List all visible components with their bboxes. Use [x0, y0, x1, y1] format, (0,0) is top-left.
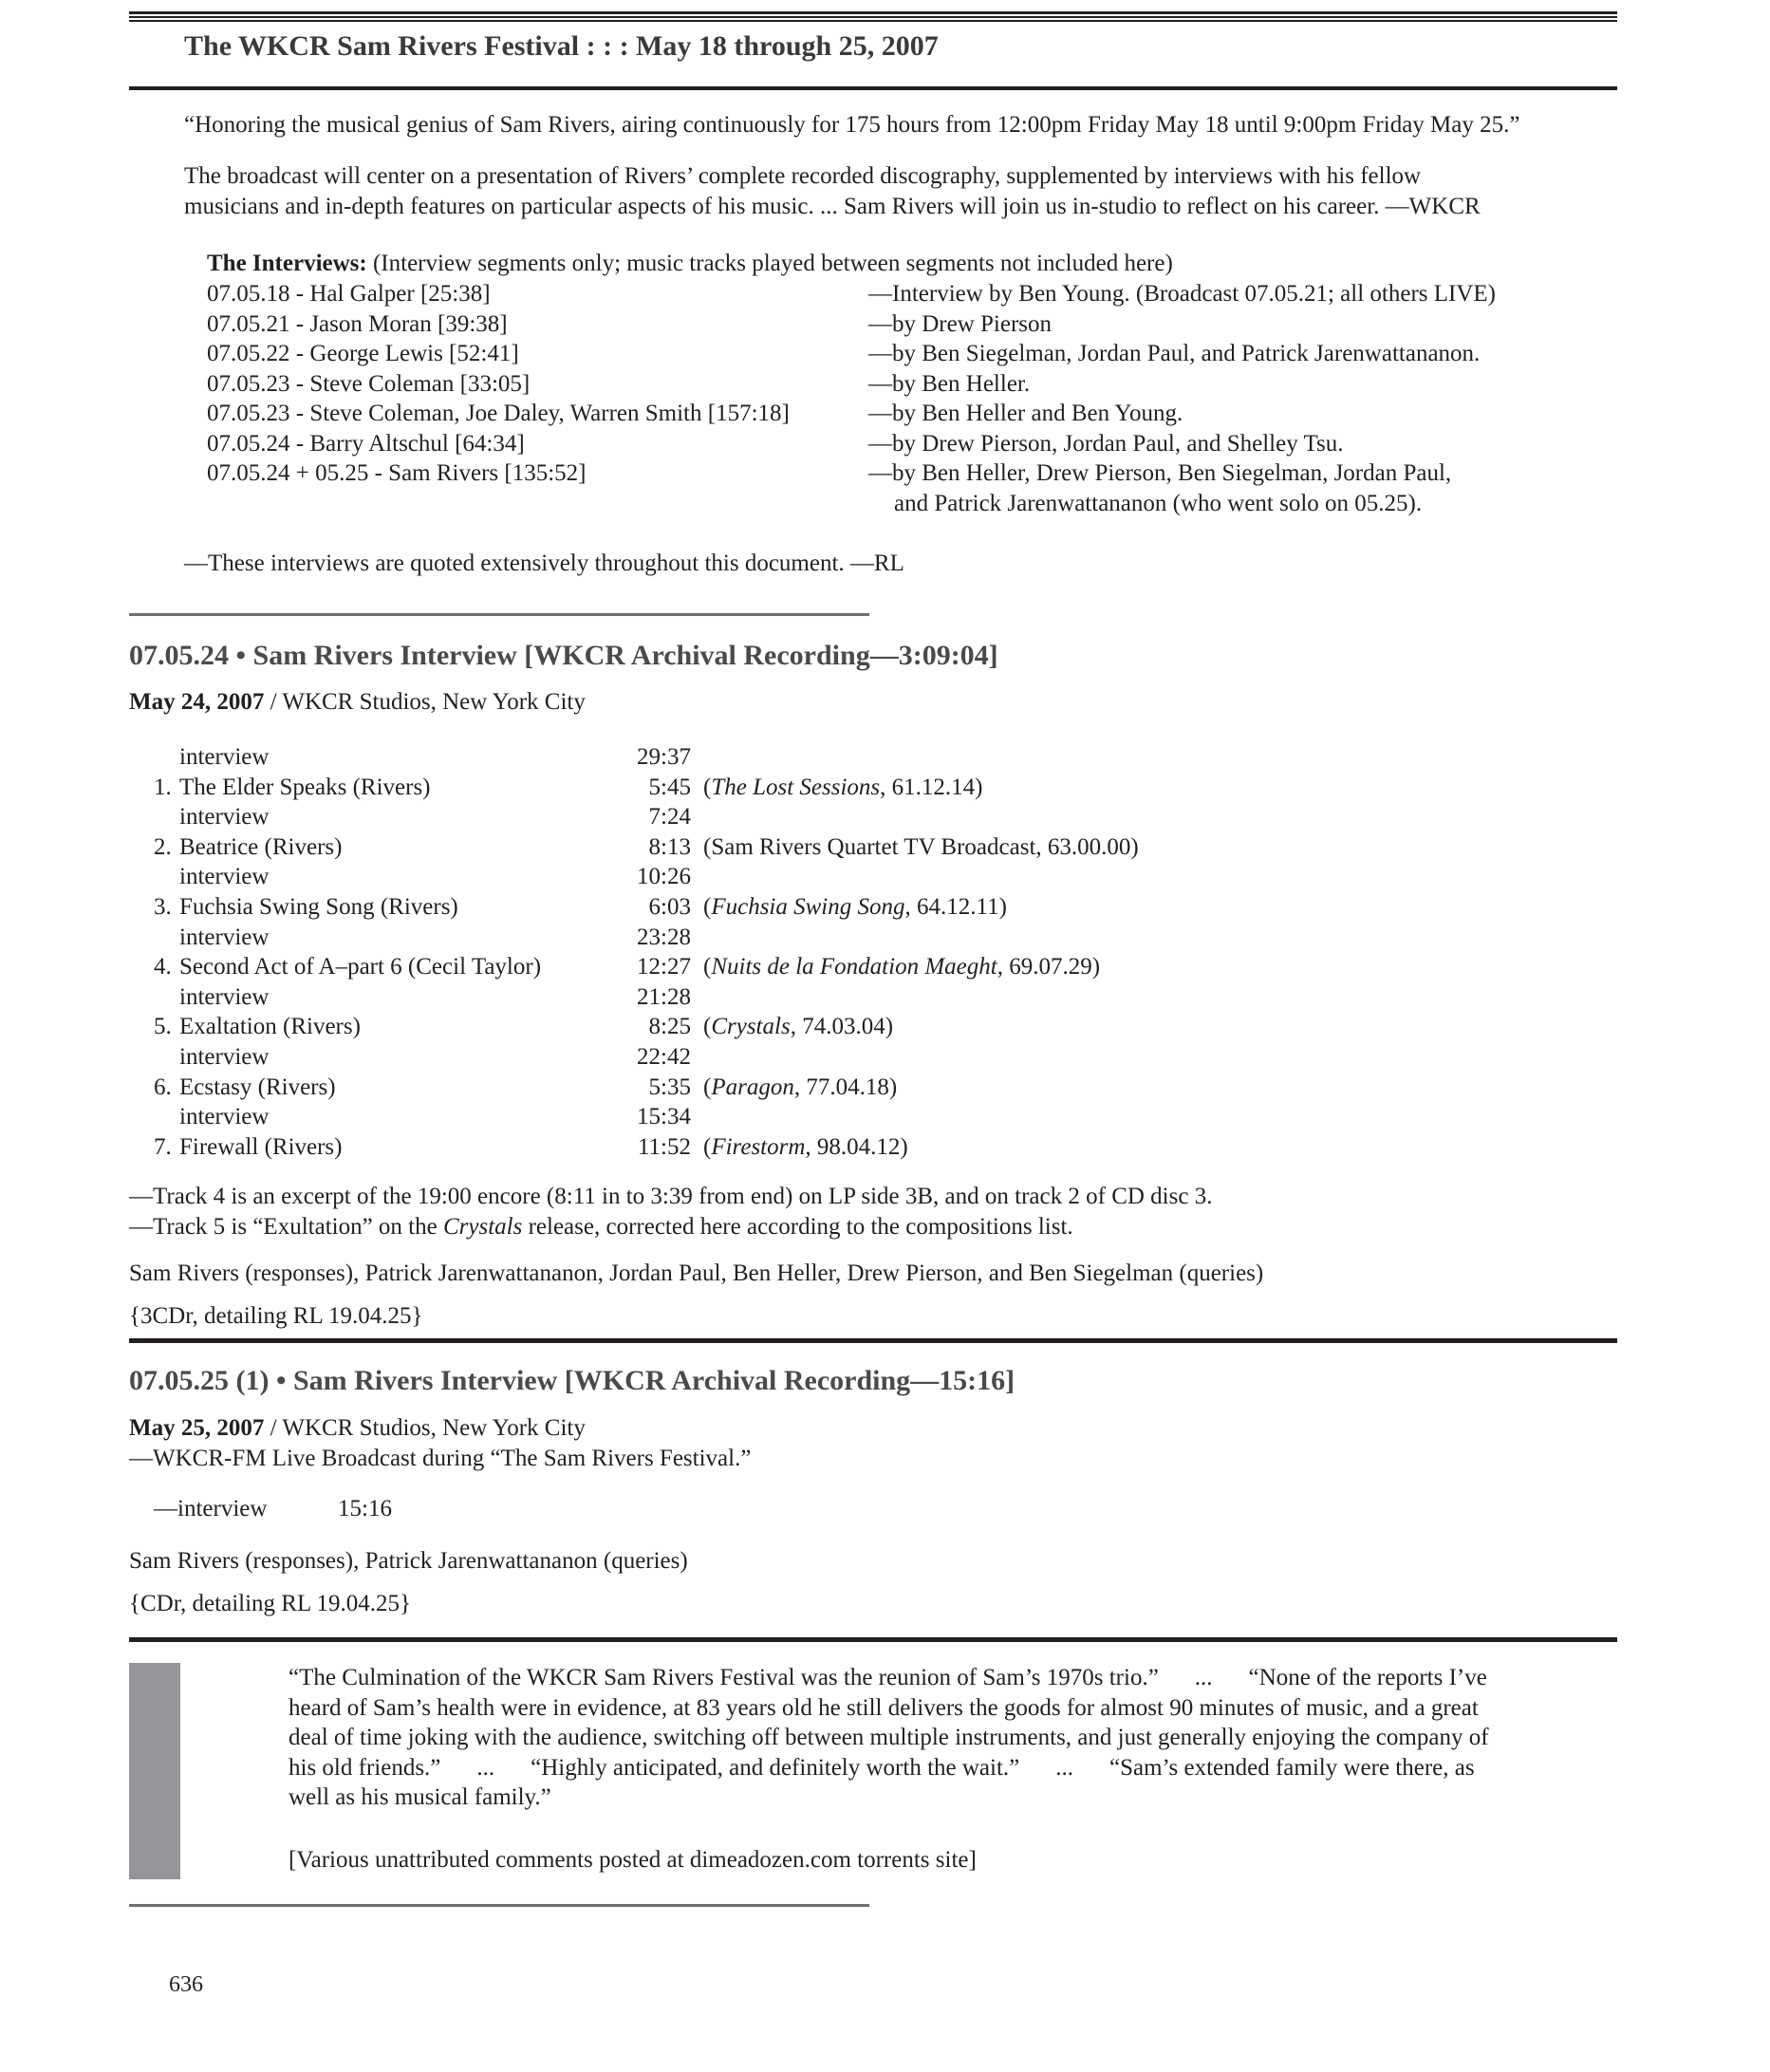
personnel: Sam Rivers (responses), Patrick Jarenwattananon (queries) [129, 1548, 688, 1574]
track-number: 2. [154, 833, 172, 860]
interview-by: —by Drew Pierson, Jordan Paul, and Shelley Tsu. [868, 430, 1344, 457]
track-source-album: The Lost Sessions [711, 774, 881, 800]
page-number: 636 [169, 1972, 203, 1997]
track-time: 23:28 [637, 924, 691, 950]
track-source [703, 832, 1139, 863]
track-source-album: Firestorm [711, 1133, 806, 1160]
track-title: interview [179, 1104, 270, 1130]
track-time: 6:03 [648, 893, 691, 920]
header-bottom-rule [129, 86, 1617, 90]
paren: ( [703, 833, 712, 860]
section-location: / WKCR Studios, New York City [264, 689, 586, 715]
track-time: 21:28 [637, 983, 691, 1010]
track-time: 5:45 [648, 774, 691, 800]
track-title: interview [179, 864, 270, 890]
track-time: 11:52 [637, 1133, 691, 1160]
track-title: interview [179, 924, 270, 950]
track-time: 22:42 [637, 1043, 691, 1070]
track-time: 29:37 [637, 744, 691, 770]
broadcast-note: —WKCR-FM Live Broadcast during “The Sam Rivers Festival.” [129, 1446, 752, 1471]
paren: ( [703, 954, 712, 980]
section-date-location [129, 1413, 586, 1444]
paren: ( [703, 893, 712, 920]
interview-by: —by Ben Siegelman, Jordan Paul, and Patrick Jarenwattananon. [868, 341, 1481, 366]
section-title: 07.05.24 • Sam Rivers Interview [WKCR Archival Recording—3:09:04] [129, 640, 998, 671]
track-title: —interview [154, 1496, 268, 1521]
track-number: 4. [154, 954, 172, 980]
track-source-detail: , 74.03.04) [790, 1014, 894, 1040]
comment-2: “None of the reports I’ve heard of Sam’s health were in evidence, at 83 years old he still delivers the goods for almost 90 minutes of music, and a great deal of time joking with the audience, switching off between multiple instruments, and just generally enjoying the company of his old friends.” [289, 1665, 1489, 1781]
track-source-detail: , 69.07.29) [997, 954, 1101, 980]
ellipsis: ... [476, 1754, 495, 1781]
section-title: 07.05.25 (1) • Sam Rivers Interview [WKCR Archival Recording—15:16] [129, 1365, 1015, 1396]
interview-by: —by Ben Heller and Ben Young. [868, 401, 1183, 426]
section-divider-thick [129, 1338, 1617, 1343]
interview-by-continued: and Patrick Jarenwattananon (who went solo on 05.25). [894, 490, 1423, 516]
interview-by: —by Ben Heller, Drew Pierson, Ben Siegelman, Jordan Paul, [868, 460, 1452, 486]
section-divider [129, 613, 869, 616]
track-source [703, 1073, 897, 1103]
interview-by: —by Ben Heller. [868, 370, 1031, 397]
track-row [154, 1494, 392, 1524]
interview-entry: 07.05.23 - Steve Coleman, Joe Daley, Warren Smith [157:18] [207, 401, 790, 426]
ellipsis: ... [1194, 1665, 1213, 1690]
interviews-heading-note: (Interview segments only; music tracks played between segments not included here) [366, 251, 1173, 276]
comments-attribution: [Various unattributed comments posted at dimeadozen.com torrents site] [289, 1847, 977, 1873]
interviews-heading [207, 249, 1173, 279]
interview-entry: 07.05.22 - George Lewis [52:41] [207, 341, 519, 366]
track-title: The Elder Speaks (Rivers) [179, 774, 431, 800]
section-date: May 24, 2007 [129, 689, 265, 715]
track-title: Exaltation (Rivers) [179, 1014, 361, 1040]
track-title: interview [179, 744, 270, 770]
track-number: 7. [154, 1133, 172, 1160]
track-time: 15:34 [637, 1104, 691, 1130]
comment-4: “Sam’s extended family were there, as well as his musical family.” [289, 1754, 1475, 1811]
interview-entry: 07.05.18 - Hal Galper [25:38] [207, 281, 491, 307]
comments-quote [289, 1663, 1513, 1813]
track-time: 10:26 [637, 864, 691, 890]
track-source-detail: Sam Rivers Quartet TV Broadcast, 63.00.00) [711, 833, 1139, 860]
track-time: 7:24 [648, 804, 691, 831]
track-time: 5:35 [648, 1073, 691, 1100]
track-source-detail: , 61.12.14) [880, 774, 983, 800]
track-time: 8:13 [648, 833, 691, 860]
track-note-1: —Track 4 is an excerpt of the 19:00 encore (8:11 in to 3:39 from end) on LP side 3B, and on track 2 of CD disc 3. [129, 1184, 1213, 1209]
intro-paragraph-line-1: The broadcast will center on a presentation of Rivers’ complete recorded discography, supplemented by interviews with his fellow [184, 163, 1422, 189]
interviews-footnote: —These interviews are quoted extensively throughout this document. —RL [184, 551, 904, 576]
paren: ( [703, 1133, 712, 1160]
section-divider [129, 1904, 869, 1907]
track-number: 3. [154, 893, 172, 920]
section-location: / WKCR Studios, New York City [264, 1415, 586, 1441]
source-note: {3CDr, detailing RL 19.04.25} [129, 1303, 423, 1329]
personnel: Sam Rivers (responses), Patrick Jarenwattananon, Jordan Paul, Ben Heller, Drew Pierson, and Ben Siegelman (queries) [129, 1260, 1264, 1286]
interview-by: —by Drew Pierson [868, 310, 1053, 337]
comment-1: “The Culmination of the WKCR Sam Rivers Festival was the reunion of Sam’s 1970s trio.” [289, 1665, 1159, 1690]
track-source [703, 1132, 908, 1163]
track-source [703, 952, 1100, 982]
interview-entry: 07.05.24 + 05.25 - Sam Rivers [135:52] [207, 460, 587, 486]
track-title: Fuchsia Swing Song (Rivers) [179, 893, 458, 920]
interview-entry: 07.05.21 - Jason Moran [39:38] [207, 310, 508, 337]
page-header-title: The WKCR Sam Rivers Festival : : : May 18 through 25, 2007 [184, 30, 939, 62]
track-source-detail: , 77.04.18) [793, 1073, 898, 1100]
track-source [703, 1012, 893, 1042]
quote-sidebar-bar [129, 1663, 180, 1879]
track-source-album: Nuits de la Fondation Maeght [711, 954, 997, 980]
paren: ( [703, 1073, 712, 1100]
track-note-2-album: Crystals [442, 1214, 523, 1240]
track-title: Beatrice (Rivers) [179, 833, 343, 860]
track-title: Firewall (Rivers) [179, 1133, 343, 1160]
track-title: interview [179, 804, 270, 831]
track-title: Second Act of A–part 6 (Cecil Taylor) [179, 954, 542, 980]
track-note-2-post: release, corrected here according to the compositions list. [522, 1214, 1073, 1240]
section-date-location [129, 687, 586, 718]
section-date: May 25, 2007 [129, 1415, 265, 1441]
track-time: 15:16 [338, 1496, 392, 1521]
paren: ( [703, 1014, 712, 1040]
track-title: interview [179, 1043, 270, 1070]
track-source [703, 892, 1007, 923]
festival-quote: “Honoring the musical genius of Sam Rivers, airing continuously for 175 hours from 12:00pm Friday May 18 until 9:00pm Friday May 25.” [184, 112, 1520, 138]
header-triple-rule [129, 11, 1617, 21]
interview-entry: 07.05.24 - Barry Altschul [64:34] [207, 430, 525, 457]
track-title: interview [179, 983, 270, 1010]
track-source-detail: , 98.04.12) [805, 1133, 908, 1160]
track-source-album: Paragon [711, 1073, 794, 1100]
interviews-heading-label: The Interviews: [207, 251, 367, 276]
track-source-detail: , 64.12.11) [904, 893, 1007, 920]
interview-entry: 07.05.23 - Steve Coleman [33:05] [207, 370, 531, 397]
track-number: 5. [154, 1014, 172, 1040]
source-note: {CDr, detailing RL 19.04.25} [129, 1591, 412, 1616]
paren: ( [703, 774, 712, 800]
track-source-album: Crystals [711, 1014, 791, 1040]
track-source-album: Fuchsia Swing Song [711, 893, 905, 920]
interview-by: —Interview by Ben Young. (Broadcast 07.05.21; all others LIVE) [868, 281, 1496, 307]
track-time: 8:25 [648, 1014, 691, 1040]
track-title: Ecstasy (Rivers) [179, 1073, 336, 1100]
section-divider-thick [129, 1637, 1617, 1642]
comment-3: “Highly anticipated, and definitely worth the wait.” [531, 1754, 1020, 1781]
track-number: 6. [154, 1073, 172, 1100]
track-note-2 [129, 1212, 1073, 1242]
track-number: 1. [154, 774, 172, 800]
track-time: 12:27 [637, 954, 691, 980]
track-source [703, 773, 982, 803]
intro-paragraph-line-2: musicians and in-depth features on particular aspects of his music. ... Sam Rivers will join us in-studio to reflect on his career. —WKCR [184, 194, 1481, 219]
track-note-2-pre: —Track 5 is “Exultation” on the [129, 1214, 443, 1240]
ellipsis: ... [1055, 1754, 1074, 1781]
